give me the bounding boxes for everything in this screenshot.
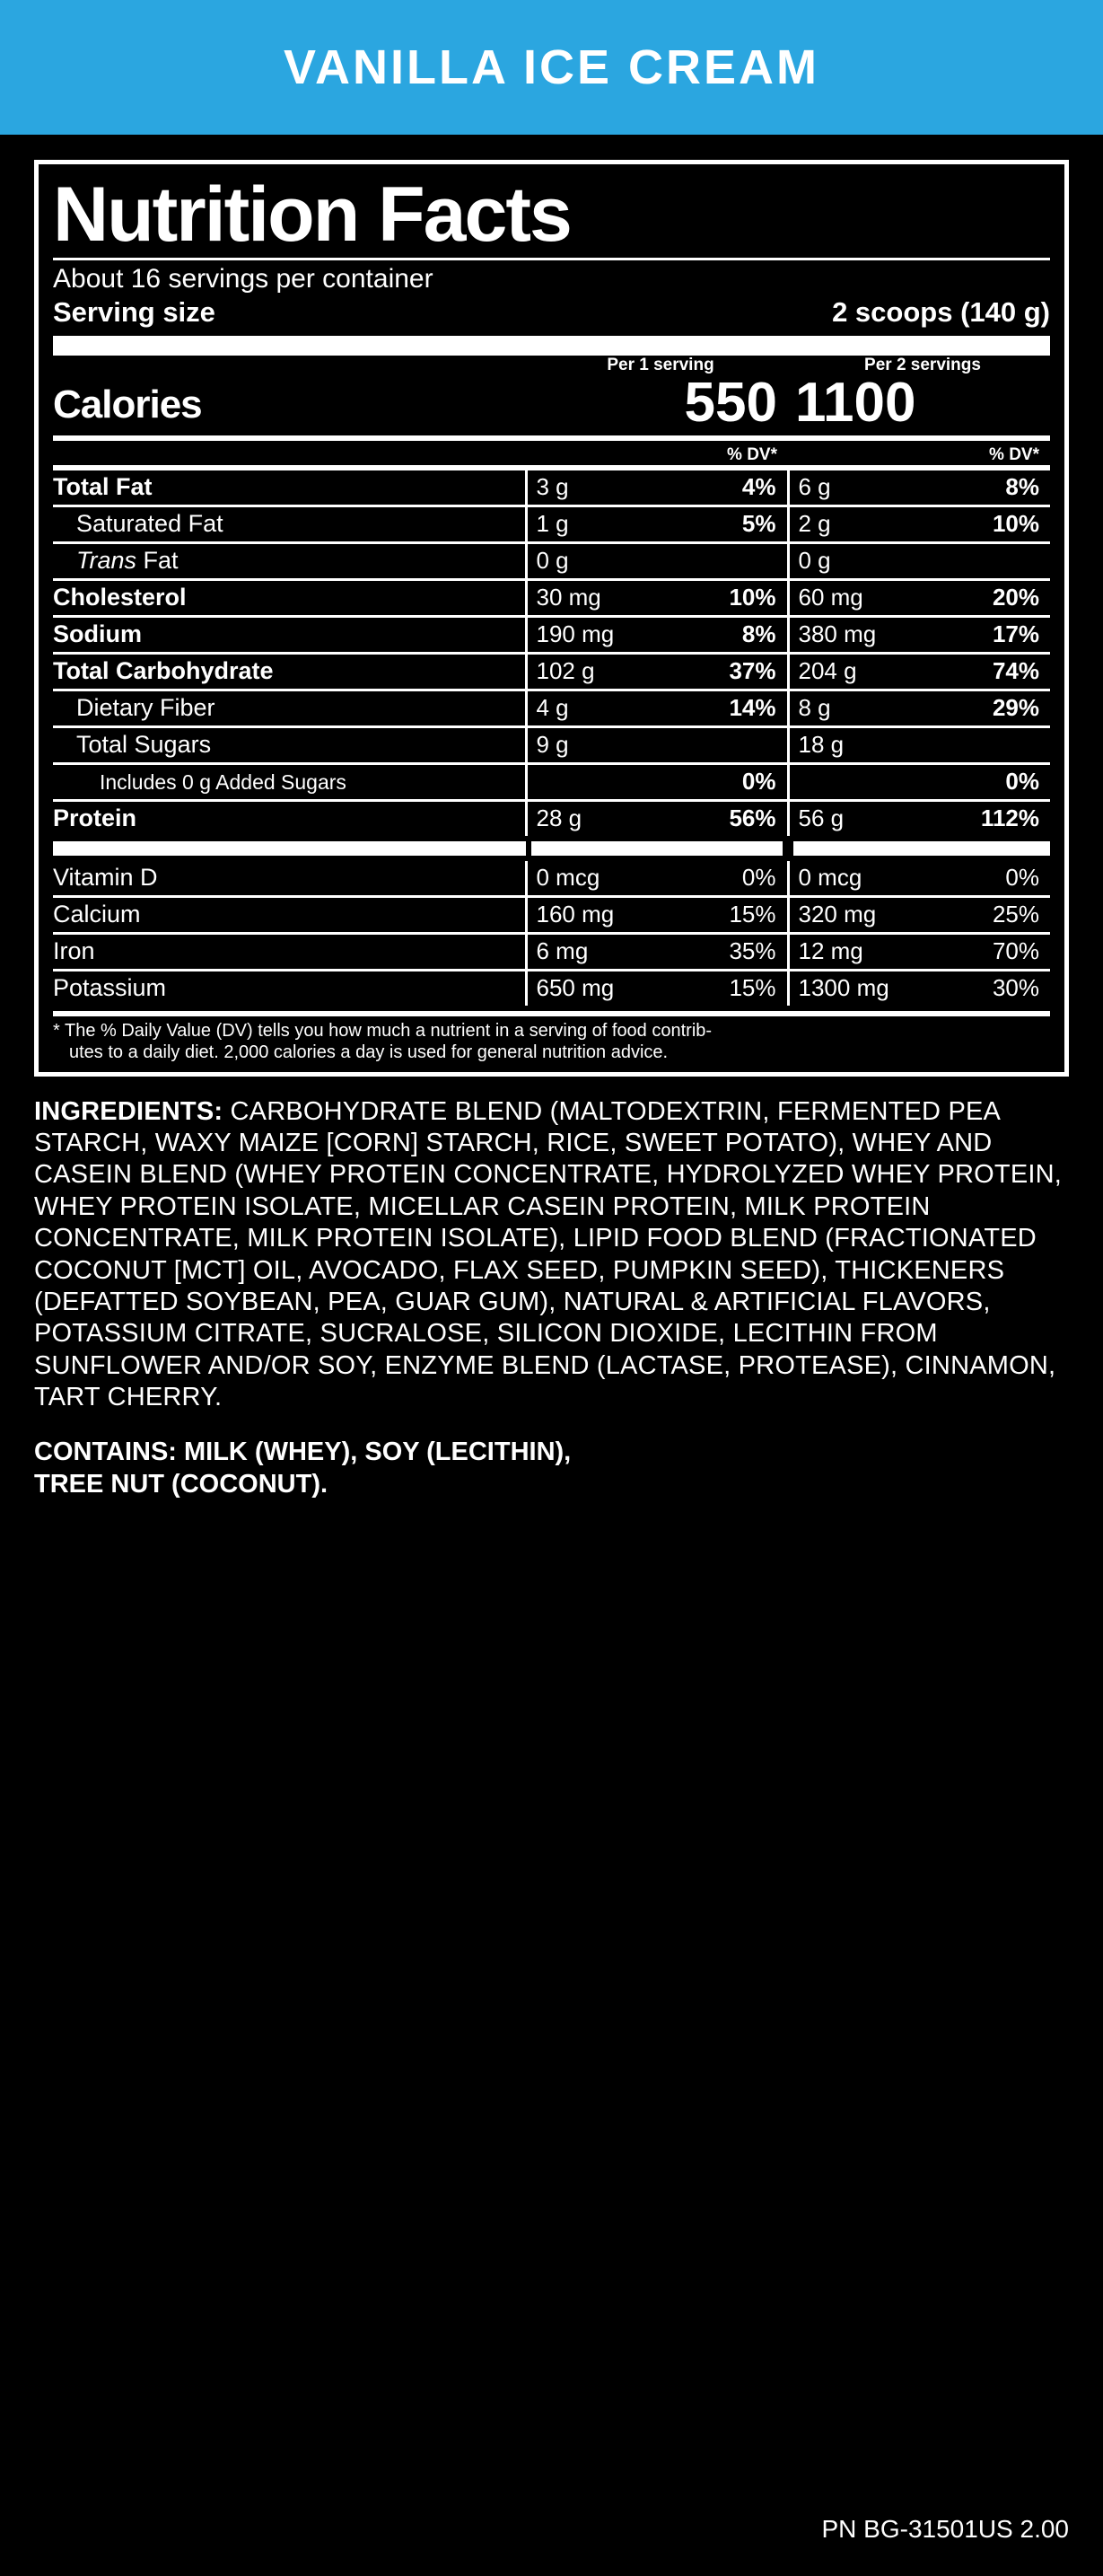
nutrient-dv-1: 0% xyxy=(661,763,788,800)
nutrient-amount-1: 6 mg xyxy=(526,933,661,970)
contains-line-1: CONTAINS: MILK (WHEY), SOY (LECITHIN), xyxy=(34,1437,572,1467)
nutrient-amount-2: 0 g xyxy=(788,542,923,579)
nutrient-name: Includes 0 g Added Sugars xyxy=(53,763,526,800)
nutrient-name: Total Carbohydrate xyxy=(53,653,526,690)
nutrient-dv-1: 37% xyxy=(661,653,788,690)
nutrient-amount-1: 650 mg xyxy=(526,970,661,1006)
nutrient-dv-2: 0% xyxy=(1005,863,1039,891)
table-row xyxy=(53,896,1050,933)
nutrient-amount-2: 8 g xyxy=(788,690,923,726)
divider xyxy=(53,841,526,856)
contains-block xyxy=(34,1437,1069,1500)
nutrient-amount-2: 56 g xyxy=(788,800,923,836)
nutrient-dv-1 xyxy=(661,726,788,763)
contains-line-2: TREE NUT (COCONUT). xyxy=(34,1469,328,1499)
nutrient-dv-2 xyxy=(923,542,1050,579)
nutrient-amount-2: 12 mg xyxy=(788,933,923,970)
divider xyxy=(531,841,783,856)
daily-value-headers xyxy=(53,445,1050,465)
nutrient-amount-2: 1300 mg xyxy=(788,970,923,1006)
nutrient-name: Calcium xyxy=(53,896,526,933)
nutrient-amount-1: 102 g xyxy=(526,653,661,690)
calories-label: Calories xyxy=(53,382,202,426)
footnote-line-1: * The % Daily Value (DV) tells you how much a nutrient in a serving of food contrib- xyxy=(53,1020,713,1041)
nutrient-dv-1: 5% xyxy=(661,506,788,542)
table-row xyxy=(53,542,1050,579)
nutrient-amount-2: 18 g xyxy=(788,726,923,763)
footnote-line-2: utes to a daily diet. 2,000 calories a day is used for general nutrition advice. xyxy=(69,1042,669,1062)
nutrient-dv-1: 56% xyxy=(661,800,788,836)
nutrient-amount-1: 0 g xyxy=(526,542,661,579)
nutrient-dv-2: 70% xyxy=(923,933,1050,970)
serving-size-row xyxy=(53,296,1050,329)
vitamins-table xyxy=(53,861,1050,1006)
table-row xyxy=(53,690,1050,726)
nutrient-amount-2: 0 mcg xyxy=(788,861,923,897)
nutrient-amount-1: 9 g xyxy=(526,726,661,763)
nutrient-dv-2: 20% xyxy=(923,579,1050,616)
nutrient-dv-2: 17% xyxy=(923,616,1050,653)
ingredients-text: CARBOHYDRATE BLEND (MALTODEXTRIN, FERMENTED PEA STARCH, WAXY MAIZE [CORN] STARCH, RICE, SWEET POTATO), WHEY AND CASEIN BLEND (WHEY PROTEIN CONCENTRATE, HYDROLYZED WHEY PROTEIN, WHEY PROTEIN ISOLATE, MICELLAR CASEIN PROTEIN, MILK PROTEIN CONCENTRATE, MILK PROTEIN ISOLATE), LIPID FOOD BLEND (FRACTIONATED COCONUT [MCT] OIL, AVOCADO, FLAX SEED, PUMPKIN SEED), THICKENERS (DEFATTED SOYBEAN, PEA, GUAR GUM), NATURAL & ARTIFICIAL FLAVORS, POTASSIUM CITRATE, SUCRALOSE, SILICON DIOXIDE, LECITHIN FROM SUNFLOWER AND/OR SOY, ENZYME BLEND (LACTASE, PROTEASE), CINNAMON, TART CHERRY. xyxy=(34,1096,1063,1412)
column-header-1: Per 1 serving xyxy=(607,355,714,374)
nutrient-dv-1: 15% xyxy=(661,896,788,933)
nutrient-name: Vitamin D xyxy=(53,863,158,891)
nutrient-amount-2: 2 g xyxy=(788,506,923,542)
nutrient-amount-1: 4 g xyxy=(526,690,661,726)
nutrient-dv-1: 35% xyxy=(661,933,788,970)
flavor-title: VANILLA ICE CREAM xyxy=(284,40,819,94)
table-row xyxy=(53,616,1050,653)
nutrient-dv-1: 0% xyxy=(741,863,776,891)
thick-divider xyxy=(53,336,1050,356)
nutrient-name: Dietary Fiber xyxy=(53,690,526,726)
ingredients-block xyxy=(34,1096,1069,1414)
calories-row xyxy=(53,371,1050,434)
nutrient-dv-2: 0% xyxy=(923,763,1050,800)
nutrient-dv-1: 10% xyxy=(661,579,788,616)
divider xyxy=(793,841,1050,856)
nutrient-dv-2 xyxy=(923,726,1050,763)
table-row xyxy=(53,506,1050,542)
nutrient-dv-2: 25% xyxy=(923,896,1050,933)
nutrient-name: Saturated Fat xyxy=(53,506,526,542)
table-row xyxy=(53,800,1050,836)
nutrient-amount-2 xyxy=(788,763,923,800)
nutrient-amount-1: 1 g xyxy=(526,506,661,542)
nutrient-amount-2: 6 g xyxy=(788,468,923,506)
nutrient-amount-1: 0 mcg xyxy=(526,861,661,897)
nutrient-dv-1: 14% xyxy=(661,690,788,726)
nutrient-amount-1: 160 mg xyxy=(526,896,661,933)
nutrient-amount-2: 60 mg xyxy=(788,579,923,616)
nutrient-name: Sodium xyxy=(53,616,526,653)
nutrient-name: Potassium xyxy=(53,970,526,1006)
nutrient-name: Total Sugars xyxy=(53,726,526,763)
nutrient-amount-1 xyxy=(526,763,661,800)
table-row xyxy=(53,579,1050,616)
nutrient-name: Cholesterol xyxy=(53,579,526,616)
nutrient-name: Protein xyxy=(53,800,526,836)
nutrient-dv-2: 10% xyxy=(923,506,1050,542)
nutrient-dv-1 xyxy=(661,542,788,579)
nutrient-name: Iron xyxy=(53,933,526,970)
ingredients-label: INGREDIENTS: xyxy=(34,1096,223,1126)
daily-value-footnote xyxy=(53,1011,1050,1063)
table-row xyxy=(53,726,1050,763)
nutrient-dv-1: 15% xyxy=(661,970,788,1006)
nutrient-name: Trans Fat xyxy=(53,542,526,579)
calories-value-1: 550 xyxy=(684,371,777,434)
serving-size-value: 2 scoops (140 g) xyxy=(832,295,1050,328)
nutrient-dv-1: 4% xyxy=(661,468,788,506)
part-number: PN BG-31501US 2.00 xyxy=(821,2515,1069,2543)
calories-value-2: 1100 xyxy=(795,371,916,434)
table-row xyxy=(53,763,1050,800)
nutrient-dv-2: 29% xyxy=(923,690,1050,726)
nutrient-amount-1: 3 g xyxy=(526,468,661,506)
nutrient-dv-2: 30% xyxy=(923,970,1050,1006)
divider xyxy=(53,435,1050,441)
servings-per-container: About 16 servings per container xyxy=(53,263,433,294)
dv-header-1: % DV* xyxy=(727,444,777,464)
table-row xyxy=(53,970,1050,1006)
nutrition-facts-panel xyxy=(34,160,1069,1077)
table-row xyxy=(53,653,1050,690)
nutrient-dv-2: 112% xyxy=(923,800,1050,836)
nutrition-facts-title: Nutrition Facts xyxy=(53,171,571,258)
nutrient-amount-2: 204 g xyxy=(788,653,923,690)
nutrient-amount-2: 380 mg xyxy=(788,616,923,653)
nutrient-name: Total Fat xyxy=(53,468,526,506)
serving-size-label: Serving size xyxy=(53,295,215,328)
table-row xyxy=(53,468,1050,506)
flavor-banner xyxy=(0,0,1103,135)
nutrient-dv-2: 8% xyxy=(923,468,1050,506)
table-row xyxy=(53,861,1050,897)
column-header-2: Per 2 servings xyxy=(864,355,981,374)
table-row xyxy=(53,933,1050,970)
nutrient-amount-1: 190 mg xyxy=(526,616,661,653)
nutrient-table xyxy=(53,465,1050,836)
nutrient-dv-1: 8% xyxy=(661,616,788,653)
divider xyxy=(53,258,1050,260)
dv-header-2: % DV* xyxy=(989,444,1039,464)
nutrient-dv-2: 74% xyxy=(923,653,1050,690)
nutrient-amount-2: 320 mg xyxy=(788,896,923,933)
nutrient-amount-1: 28 g xyxy=(526,800,661,836)
nutrient-amount-1: 30 mg xyxy=(526,579,661,616)
